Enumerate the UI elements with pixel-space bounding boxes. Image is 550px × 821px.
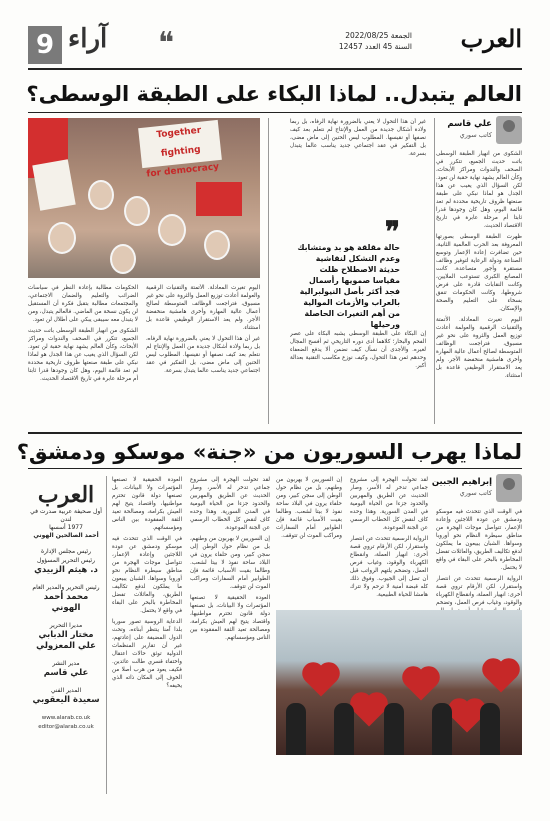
imprint-chair-name: د. هيثم الزبيدي bbox=[34, 565, 98, 575]
protest-sign: Together fighting for democracy bbox=[138, 120, 222, 168]
author-photo-icon bbox=[496, 116, 522, 144]
article1-column-1: الشكوى من انهيار الطبقة الوسطى باتت حديث الجميع، تتكرر في الصحف والندوات ومراكز الأبحاث، وكأن العالم يشهد نهاية حقبة لن تعود. لكن السؤال الذي يغيب عن هذا الجدل هو لماذا نبكي على طبقة صنعتها ظروف تاريخية محددة لم تعد قائمة اليوم، وهل كان وجودها قدرا ثابتا أم مرحلة عابرة في تاريخ الاقتصاد الحديث. ظهرت الطبقة الوسطى بصورتها المعروفة بعد الحرب العالمية الثانية، حين تضافرت إعادة الإعمار وتوسع الصناعة ودولة الرعاية لتوفير وظائف مستقرة وأجور متصاعدة. كانت المصانع الكبرى تستوعب الملايين، وكانت النقابات قادرة على فرض شروطها، وكانت الحكومات تنفق بسخاء على التعليم والصحة والإسكان. اليوم تغيرت المعادلة. الأتمتة والتقنيات الرقمية والعولمة أعادت توزيع العمل والثروة على نحو غير مسبوق، فتراجعت الوظائف المتوسطة لصالح أعمال عالية المهارة وأخرى هامشية منخفضة الأجر. ولم يعد الاستقرار الوظيفي قاعدة بل استثناء. bbox=[436, 151, 522, 379]
quote-mark-icon: ❝ bbox=[158, 26, 175, 61]
column-rule bbox=[268, 118, 269, 424]
page-number: 9 bbox=[28, 26, 62, 64]
article1-column-3: الحكومات مطالبة بإعادة النظر في سياسات الضرائب والتعليم والضمان الاجتماعي، والمجتمعات مطالبة بتقبل فكرة أن المستقبل لن يكون نسخة من الماضي. فالعالم يتبدل، ومن لا يتبدل معه سيبقى يبكي على أطلال لن تعود. الشكوى من انهيار الطبقة الوسطى باتت حديث الجميع، تتكرر في الصحف والندوات ومراكز الأبحاث، وكأن العالم يشهد نهاية حقبة لن تعود. لكن السؤال الذي يغيب عن هذا الجدل هو لماذا نبكي على طبقة صنعتها ظروف تاريخية محددة لم تعد قائمة اليوم، وهل كان وجودها قدرا ثابتا أم مرحلة عابرة في تاريخ الاقتصاد الحديث. bbox=[28, 285, 138, 382]
article2-headline: لماذا يهرب السوريون من «جنة» موسكو ودمشق؟ bbox=[16, 440, 522, 464]
pull-quote-icon: ❞ bbox=[384, 215, 400, 248]
article1-author-role: كاتب سوري bbox=[459, 131, 492, 139]
article2-column-5: لقد تحولت الهجرة إلى مشروع جماعي تدخر له الأسر، وصار الحديث عن الطريق والمهربين والحدود جزءا من الحياة اليومية في المدن السورية. وهذا وحده كاف لنقض كل الخطاب الرسمي عن الجنة الموعودة. إن السوريين لا يهربون من وطنهم، بل من نظام حول الوطن إلى سجن كبير، ومن حلفاء يرون في البلاد ساحة نفوذ لا بيتا لشعب. وطالما بقيت الأسباب قائمة فإن الطوابير أمام السفارات ومراكب الموت لن تتوقف. العودة الحقيقية لا تصنعها المؤتمرات ولا البيانات، بل تصنعها دولة قانون تحترم مواطنيها، واقتصاد يتيح لهم العيش بكرامة، ومصالحة تعيد الثقة المفقودة بين الناس ومؤسساتهم. bbox=[190, 477, 270, 641]
masthead bbox=[28, 24, 522, 70]
article1-column-2-bottom: إن البكاء على الطبقة الوسطى يشبه البكاء على عصر الفحم والبخار؛ كلاهما أدى دوره التاريخي ثم أفسح المجال لغيره. والأجدى أن نسأل كيف نضمن ألا يدفع الضعفاء وحدهم ثمن هذا التحول، وكيف نوزع مكاسب التقنية بعدالة أكبر. bbox=[290, 331, 426, 369]
article1-pull-quote: ❞ حالة مقلقة هو بد ومتشابك وعدم التشكل لنقاشية حديثة الاصطلاح ظلت مقياسا صمويها رأسمال فجد أكثر بأصل النيولبرالية بالعراب والأزمات الموالية من أهم التغيرات الحاصلة ورحيلها bbox=[295, 222, 400, 330]
imprint-email[interactable]: editor@alarab.co.uk bbox=[38, 724, 94, 730]
article1-column-4: اليوم تغيرت المعادلة. الأتمتة والتقنيات الرقمية والعولمة أعادت توزيع العمل والثروة على نحو غير مسبوق، فتراجعت الوظائف المتوسطة لصالح أعمال عالية المهارة وأخرى هامشية منخفضة الأجر. ولم يعد الاستقرار الوظيفي قاعدة بل استثناء. غير أن هذا التحول لا يعني بالضرورة نهاية الرفاه، بل ربما ولادة أشكال جديدة من العمل والإنتاج لم نتعلم بعد كيف نصفها أو نقيسها. المطلوب ليس الحنين إلى ماض مضى، بل التفكير في عقد اجتماعي جديد يناسب عالما يتبدل بسرعة. bbox=[146, 285, 260, 374]
article2-column-4: العودة الحقيقية لا تصنعها المؤتمرات ولا البيانات، بل تصنعها دولة قانون تحترم مواطنيها، واقتصاد يتيح لهم العيش بكرامة، ومصالحة تعيد الثقة المفقودة بين الناس ومؤسساتهم. في الوقت الذي تتحدث فيه موسكو ودمشق عن عودة اللاجئين وإعادة الإعمار، تتواصل موجات الهجرة من مناطق سيطرة النظام نحو أوروبا وسواها. الشبان يبيعون ما يملكون لدفع تكاليف الطريق، والعائلات تفضل المخاطرة بالبحر على البقاء في واقع لا يحتمل. الدعاية الروسية تصور سوريا بلدا آمنا ينتظر أبناءه، وتحث الدول المضيفة على إعادتهم، غير أن تقارير المنظمات الدولية توثق حالات اعتقال واختفاء قسري طالت عائدين. فكيف يعود من هرب أصلا من الخوف إلى المكان ذاته الذي يخيفه؟ bbox=[112, 477, 182, 689]
issue-number: السنة 45 العدد 12457 bbox=[338, 42, 412, 51]
divider bbox=[28, 112, 522, 113]
column-rule bbox=[106, 476, 107, 794]
author-photo-icon bbox=[496, 474, 522, 502]
newspaper-logo: العرب bbox=[460, 24, 522, 53]
column-rule bbox=[434, 118, 435, 424]
article2-column-3: إن السوريين لا يهربون من وطنهم، بل من نظام حول الوطن إلى سجن كبير، ومن حلفاء يرون في البلاد ساحة نفوذ لا بيتا لشعب. وطالما بقيت الأسباب قائمة فإن الطوابير أمام السفارات ومراكب الموت لن تتوقف. bbox=[276, 477, 342, 539]
article2-protest-photo bbox=[276, 610, 522, 755]
divider bbox=[28, 468, 522, 469]
article1-headline: العالم يتبدل.. لماذا البكاء على الطبقة الوسطى؟ bbox=[26, 82, 522, 106]
section-name: آراء bbox=[68, 24, 108, 54]
imprint-website[interactable]: www.alarab.co.uk bbox=[41, 715, 91, 721]
issue-info bbox=[339, 30, 412, 52]
article1-author bbox=[436, 116, 522, 146]
section-divider bbox=[28, 432, 522, 434]
article1-column-2-top: غير أن هذا التحول لا يعني بالضرورة نهاية الرفاه، بل ربما ولادة أشكال جديدة من العمل والإنتاج لم نتعلم بعد كيف نصفها أو نقيسها. المطلوب ليس الحنين إلى ماض مضى، بل التفكير في عقد اجتماعي جديد يناسب عالما يتبدل بسرعة. bbox=[290, 119, 426, 157]
article2-author-name: إبراهيم الجبين bbox=[431, 477, 492, 487]
imprint-logo: العرب bbox=[37, 482, 95, 508]
article1-author-name: علي قاسم bbox=[447, 119, 492, 129]
article1-protest-photo bbox=[28, 118, 260, 278]
imprint-box: العرب أول صحيفة عربية صدرت في لندن 1977 أسسها أحمد الصالحين الهوني رئيس مجلس الإدارة رئيس التحرير المسؤول د. هيثم الزبيدي رئيس التحرير والمدير العام محمد أحمد الهوني مديرا التحرير مختار الدبابي علي المعزولي مدير النشر علي قاسم المدير الفني سعيدة اليعقوبي www.alarab.co.uk editor@alarab.co.uk bbox=[28, 482, 104, 792]
article2-column-2: لقد تحولت الهجرة إلى مشروع جماعي تدخر له الأسر، وصار الحديث عن الطريق والمهربين والحدود جزءا من الحياة اليومية في المدن السورية. وهذا وحده كاف لنقض كل الخطاب الرسمي عن الجنة الموعودة. الرواية الرسمية تتحدث عن انتصار واستقرار، لكن الأرقام تروي قصة أخرى: انهيار العملة، وانقطاع الكهرباء والوقود، وغياب فرص العمل، وتضخم يلتهم الرواتب قبل أن تصل إلى الجيوب. وفوق ذلك كله قبضة أمنية لا ترحم ولا تترك هامشا للحياة الطبيعية. bbox=[350, 477, 428, 598]
article2-author-role: كاتب سوري bbox=[459, 489, 492, 497]
article2-column-1: في الوقت الذي تتحدث فيه موسكو ودمشق عن عودة اللاجئين وإعادة الإعمار، تتواصل موجات الهجرة من مناطق سيطرة النظام نحو أوروبا وسواها. الشبان يبيعون ما يملكون لدفع تكاليف الطريق، والعائلات تفضل المخاطرة بالبحر على البقاء في واقع لا يحتمل. الرواية الرسمية تتحدث عن انتصار واستقرار، لكن الأرقام تروي قصة أخرى: انهيار العملة، وانقطاع الكهرباء والوقود، وغياب فرص العمل، وتضخم bbox=[436, 509, 522, 606]
article2-author bbox=[431, 474, 522, 504]
issue-date: الجمعة 2022/08/25 bbox=[345, 31, 412, 40]
